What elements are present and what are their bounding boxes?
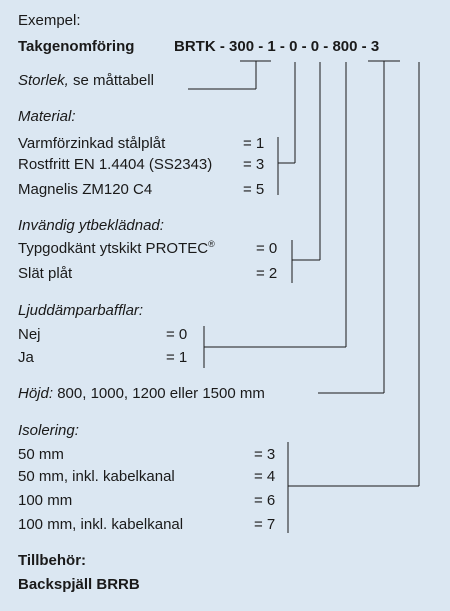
size-label: Storlek, [18,72,69,89]
lining-option-name: Typgodkänt ytskikt PROTEC® [18,239,215,257]
code-size: 300 [229,38,255,55]
code-height: 800 [332,38,358,55]
lining-option-name: Slät plåt [18,265,73,282]
code-prefix: BRTK [174,38,216,55]
material-option-value: = 3 [243,156,265,173]
material-option-name: Rostfritt EN 1.4404 (SS2343) [18,156,213,173]
insulation-option-name: 50 mm, inkl. kabelkanal [18,468,175,485]
insulation-option-value: = 3 [254,446,276,463]
material-option-name: Magnelis ZM120 C4 [18,181,153,198]
height-row [18,385,265,403]
baffles-heading: Ljuddämparbafflar: [18,302,144,319]
example-label: Exempel: [18,12,81,29]
code-insulation: 3 [370,38,380,55]
accessories-item: Backspjäll BRRB [18,576,140,593]
insulation-option-value: = 7 [254,516,276,533]
registered-mark: ® [208,239,215,249]
code-lining: 0 [289,38,298,55]
lining-option-value: = 0 [256,240,278,257]
product-label: Takgenomföring [18,38,135,55]
accessories-heading: Tillbehör: [18,552,87,569]
size-row [18,72,154,90]
insulation-option-value: = 4 [254,468,276,485]
baffles-option-value: = 0 [166,326,188,343]
insulation-option-name: 100 mm [18,492,73,509]
lining-option-value: = 2 [256,265,278,282]
baffles-option-name: Nej [18,326,41,343]
baffles-option-value: = 1 [166,349,188,366]
lining-heading: Invändig ytbeklädnad: [18,217,164,234]
insulation-option-value: = 6 [254,492,276,509]
material-option-name: Varmförzinkad stålplåt [18,135,166,152]
material-option-value: = 5 [243,181,265,198]
height-text: 800, 1000, 1200 eller 1500 mm [57,385,265,402]
product-code: BRTK - 300 - 1 - 0 - 0 - 800 - 3 [174,38,380,55]
baffles-option-name: Ja [18,349,34,366]
code-baffles: 0 [310,38,320,55]
height-label: Höjd: [18,385,54,402]
code-material: 1 [267,38,276,55]
insulation-option-name: 50 mm [18,446,64,463]
insulation-option-name: 100 mm, inkl. kabelkanal [18,516,184,533]
insulation-heading: Isolering: [18,422,79,439]
material-option-value: = 1 [243,135,265,152]
size-text: se måttabell [73,72,154,89]
material-heading: Material: [18,108,76,125]
